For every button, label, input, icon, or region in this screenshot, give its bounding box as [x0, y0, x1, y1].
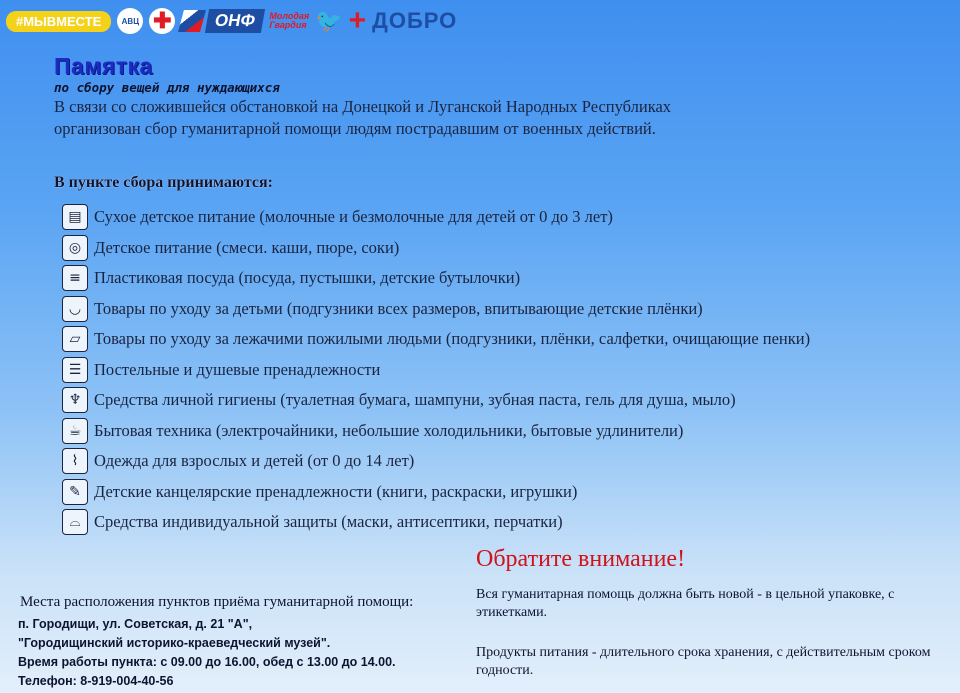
- collection-point-venue: "Городищинский историко-краеведческий музей".: [18, 636, 331, 650]
- attention-note-food: Продукты питания - длительного срока хранения, с действительным сроком годности.: [476, 645, 931, 678]
- list-item: [62, 355, 810, 386]
- list-item: [62, 477, 810, 508]
- list-item: [62, 324, 810, 355]
- list-item: [62, 263, 810, 294]
- partner-logos-bar: [6, 5, 457, 37]
- list-item-text: Средства индивидуальной защиты (маски, антисептики, перчатки): [94, 512, 563, 532]
- dobro-logo: ДОБРО: [372, 8, 458, 33]
- avc-logo: АВЦ: [117, 8, 143, 34]
- list-item: [62, 446, 810, 477]
- list-item-text: Товары по уходу за лежачими пожилыми людьми (подгузники, плёнки, салфетки, очищающие пенки): [94, 329, 811, 349]
- baby-food-jar-icon: ▤: [62, 204, 88, 230]
- accepted-items-heading: В пункте сбора принимаются:: [54, 174, 273, 191]
- collection-point-info: [18, 594, 413, 691]
- list-item: [62, 507, 810, 538]
- list-item: [62, 202, 810, 233]
- hashtag-badge: #МЫВМЕСТЕ: [6, 11, 111, 32]
- intro-line: организован сбор гуманитарной помощи людям пострадавшим от военных действий.: [54, 119, 656, 138]
- list-item-text: Средства личной гигиены (туалетная бумага, шампуни, зубная паста, гель для душа, мыло): [94, 390, 736, 410]
- pencil-icon: ✎: [62, 479, 88, 505]
- molodaya-logo-line1: Молодая: [269, 11, 310, 21]
- baby-bottle-icon: ◎: [62, 235, 88, 261]
- page-subtitle: по сбору вещей для нуждающихся: [54, 80, 280, 95]
- flag-icon: [178, 10, 206, 32]
- mask-icon: ⌓: [62, 509, 88, 535]
- list-item-text: Детское питание (смеси. каши, пюре, соки): [94, 237, 400, 257]
- kettle-icon: ☕: [62, 418, 88, 444]
- list-item-text: Детские канцелярские пренадлежности (книги, раскраски, игрушки): [94, 481, 578, 501]
- collection-point-heading: Места расположения пунктов приёма гуманитарной помощи:: [20, 594, 414, 610]
- molodaya-logo-line2: Гвардия: [269, 20, 307, 30]
- intro-line: В связи со сложившейся обстановкой на Донецкой и Луганской Народных Республиках: [54, 97, 672, 116]
- collection-point-hours: Время работы пункта: с 09.00 до 16.00, обед с 13.00 до 14.00.: [18, 655, 396, 669]
- list-item-text: Пластиковая посуда (посуда, пустышки, детские бутылочки): [94, 268, 521, 288]
- list-item-text: Постельные и душевые пренадлежности: [94, 359, 381, 379]
- accepted-items-list: [62, 202, 810, 538]
- onf-logo: [181, 9, 263, 33]
- list-item: [62, 233, 810, 264]
- red-cross-logo: ✚: [149, 8, 175, 34]
- page-title: Памятка: [54, 53, 153, 79]
- napkin-icon: ▱: [62, 326, 88, 352]
- diaper-icon: ◡: [62, 296, 88, 322]
- plates-icon: ≡: [62, 265, 88, 291]
- toothbrush-cup-icon: ♆: [62, 387, 88, 413]
- onf-logo-text: ОНФ: [205, 9, 265, 33]
- list-item-text: Сухое детское питание (молочные и безмолочные для детей от 0 до 3 лет): [94, 207, 613, 227]
- list-item: [62, 294, 810, 325]
- molodaya-gvardiya-logo: [269, 12, 309, 30]
- collection-point-address: п. Городищи, ул. Советская, д. 21 "А",: [18, 617, 253, 631]
- bedding-icon: ☰: [62, 357, 88, 383]
- list-item-text: Бытовая техника (электрочайники, небольшие холодильники, бытовые удлинители): [94, 420, 684, 440]
- attention-note-packaging: Вся гуманитарная помощь должна быть новой - в цельной упаковке, с этикетками.: [476, 587, 895, 620]
- intro-paragraph: [54, 96, 671, 140]
- list-item-text: Одежда для взрослых и детей (от 0 до 14 лет): [94, 451, 415, 471]
- collection-point-phone: Телефон: 8-919-004-40-56: [18, 674, 174, 688]
- list-item: [62, 416, 810, 447]
- socks-icon: ⌇: [62, 448, 88, 474]
- list-item-text: Товары по уходу за детьми (подгузники всех размеров, впитывающие детские плёнки): [94, 298, 703, 318]
- bird-logo-icon: 🐦: [315, 8, 343, 33]
- list-item: [62, 385, 810, 416]
- plus-logo-icon: +: [348, 4, 367, 37]
- attention-heading: Обратите внимание!: [476, 546, 686, 572]
